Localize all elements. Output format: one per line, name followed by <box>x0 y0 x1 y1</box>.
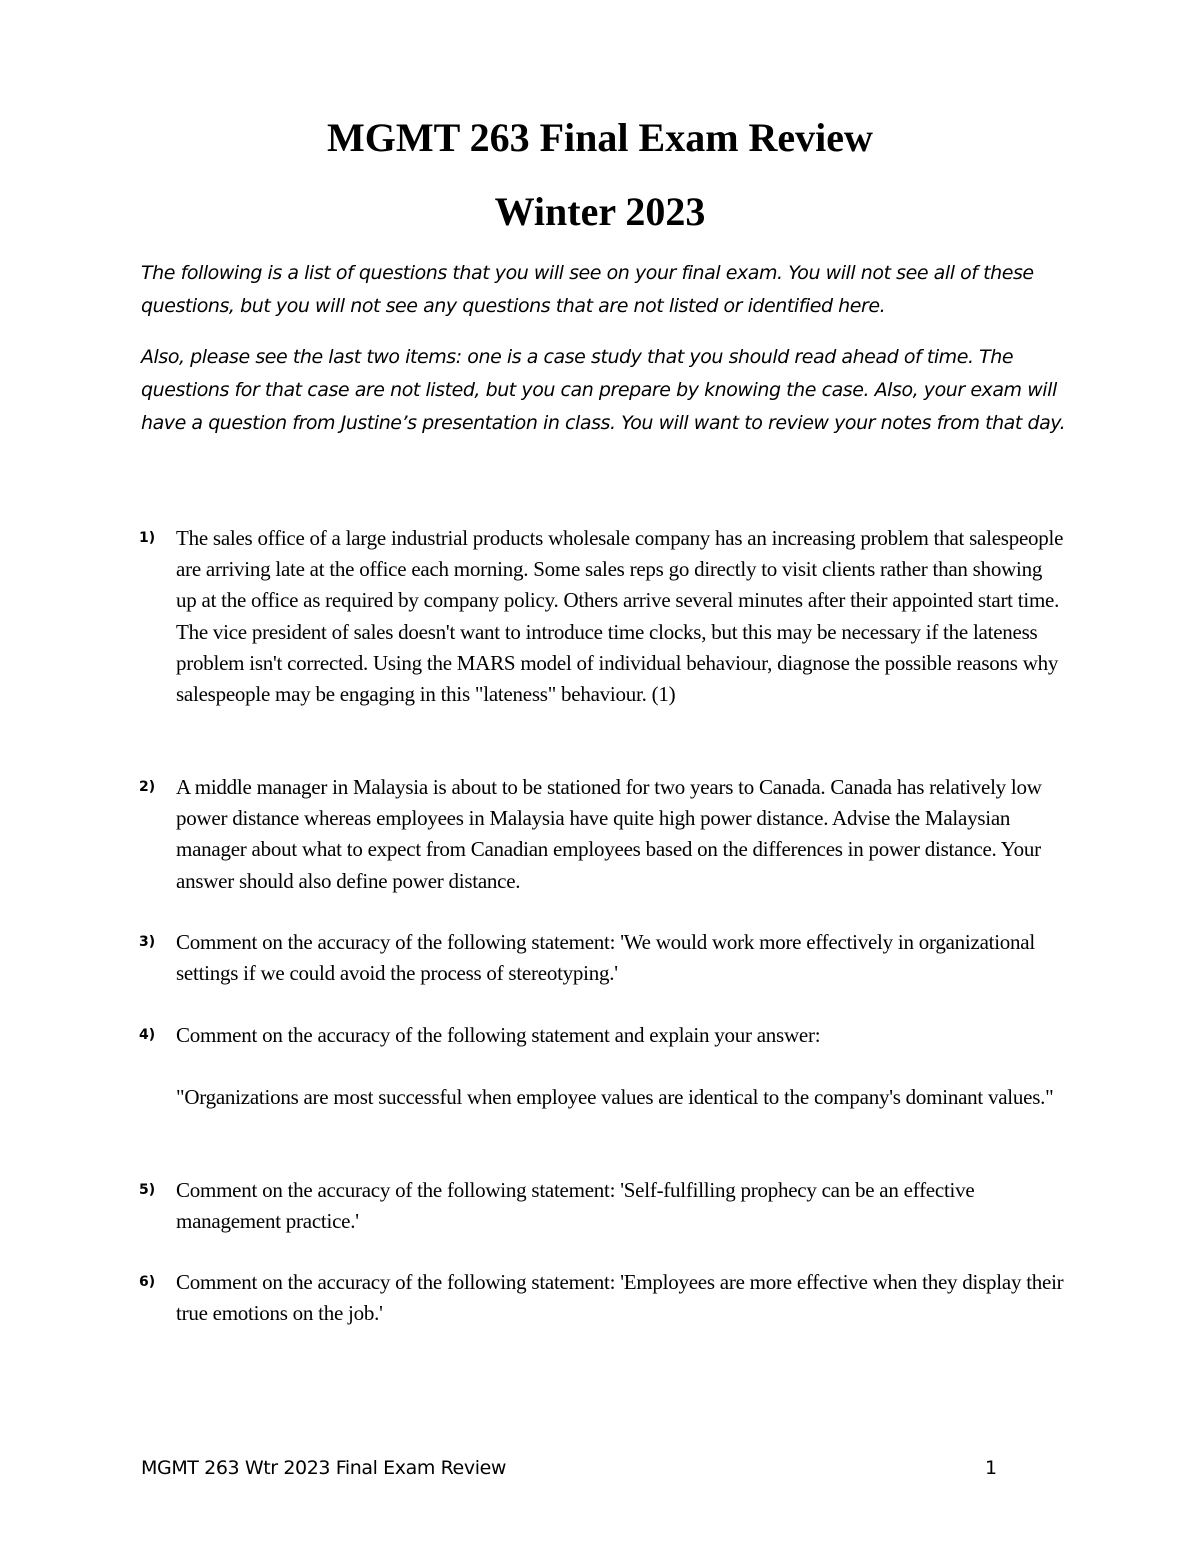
question-text: Comment on the accuracy of the following statement: 'Employees are more effective when they display their true emotions on the job.' <box>176 1270 1064 1326</box>
question-quote: "Organizations are most successful when employee values are identical to the company's dominant values." <box>176 1085 1054 1109</box>
footer-title: MGMT 263 Wtr 2023 Final Exam Review <box>141 1457 506 1479</box>
question-text: The sales office of a large industrial products wholesale company has an increasing problem that salespeople are arriving late at the office each morning. Some sales reps go directly to visit clients rather than showing up at the office as required by company policy. Others arrive several minutes after their appointed start time. The vice president of sales doesn't want to introduce time clocks, but this may be necessary if the lateness problem isn't corrected. Using the MARS model of individual behaviour, diagnose the possible reasons why salespeople may be engaging in this "lateness" behaviour. (1) <box>176 526 1064 707</box>
question-number: 5) <box>139 1182 156 1198</box>
question-text: Comment on the accuracy of the following statement: 'We would work more effectively in organizational settings if we could avoid the process of stereotyping.' <box>176 930 1035 986</box>
question-number: 3) <box>139 934 156 950</box>
intro-paragraph: The following is a list of questions that you will see on your final exam. You will not see all of these questions, but you will not see any questions that are not listed or identified here. <box>141 262 1034 317</box>
page-number: 1 <box>985 1457 998 1479</box>
question-number: 1) <box>139 530 156 546</box>
question-text: Comment on the accuracy of the following statement and explain your answer: <box>176 1023 821 1047</box>
question-number: 6) <box>139 1274 156 1290</box>
question-number: 4) <box>139 1027 156 1043</box>
intro-paragraph: Also, please see the last two items: one is a case study that you should read ahead of time. The questions for that case are not listed, but you can prepare by knowing the case. Also, your exam will have a question from Justine’s presentation in class. You will want to review your notes from that day. <box>141 346 1066 434</box>
question-number: 2) <box>139 779 156 795</box>
question-text: A middle manager in Malaysia is about to be stationed for two years to Canada. Canada has relatively low power distance whereas employees in Malaysia have quite high power distance. Advise the Malaysian manager about what to expect from Canadian employees based on the differences in power distance. Your answer should also define power distance. <box>176 775 1042 893</box>
question-text: Comment on the accuracy of the following statement: 'Self-fulfilling prophecy can be an effective management practice.' <box>176 1178 975 1234</box>
document-title: MGMT 263 Final Exam Review <box>327 115 873 160</box>
document-subtitle: Winter 2023 <box>494 189 706 234</box>
